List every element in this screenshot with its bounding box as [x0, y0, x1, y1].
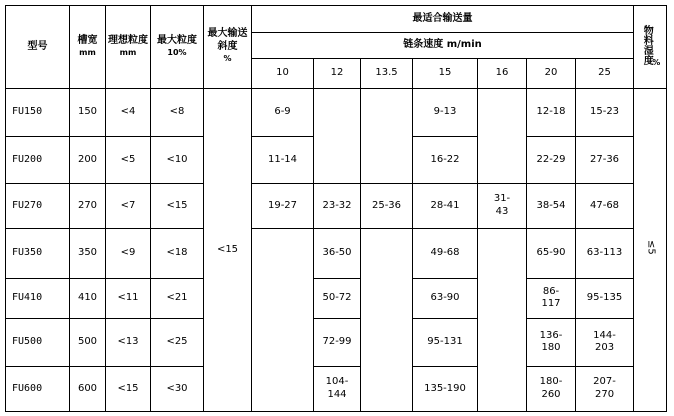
- speed-10: 10: [252, 59, 314, 89]
- header-chain-speed: 链条速度 m/min: [252, 33, 634, 59]
- table-row: [6, 278, 667, 318]
- cap-25: 144- 203: [576, 318, 634, 366]
- table-row: [6, 184, 667, 228]
- cap-15: 28-41: [413, 184, 478, 228]
- speed-16: 16: [478, 59, 527, 89]
- cap-15: 49-68: [413, 228, 478, 278]
- header-model: 型号: [6, 6, 70, 89]
- table-row: [6, 318, 667, 366]
- ideal-cell: <4: [106, 89, 151, 137]
- cap-12: 104- 144: [314, 366, 361, 411]
- width-cell: 410: [70, 278, 106, 318]
- model-cell: FU200: [6, 137, 70, 184]
- max-cell: <30: [151, 366, 204, 411]
- width-cell: 350: [70, 228, 106, 278]
- cap-20: 12-18: [527, 89, 576, 137]
- header-max-size: 最大粒度 10%: [151, 6, 204, 89]
- cap-16-empty: [478, 228, 527, 412]
- ideal-cell: <5: [106, 137, 151, 184]
- cap-25: 27-36: [576, 137, 634, 184]
- speed-15: 15: [413, 59, 478, 89]
- cap-20: 22-29: [527, 137, 576, 184]
- width-cell: 200: [70, 137, 106, 184]
- max-cell: <25: [151, 318, 204, 366]
- cap-10: 19-27: [252, 184, 314, 228]
- speed-12: 12: [314, 59, 361, 89]
- cap-13-5-empty: [361, 228, 413, 412]
- cap-25: 15-23: [576, 89, 634, 137]
- cap-16: 31- 43: [478, 184, 527, 228]
- cap-12: 72-99: [314, 318, 361, 366]
- cap-15: 16-22: [413, 137, 478, 184]
- ideal-cell: <11: [106, 278, 151, 318]
- cap-10: 6-9: [252, 89, 314, 137]
- speed-25: 25: [576, 59, 634, 89]
- header-moisture: 物料湿度%: [634, 6, 667, 89]
- width-cell: 150: [70, 89, 106, 137]
- header-capacity: 最适合输送量: [252, 6, 634, 33]
- model-cell: FU410: [6, 278, 70, 318]
- cap-12: 23-32: [314, 184, 361, 228]
- max-cell: <8: [151, 89, 204, 137]
- model-cell: FU150: [6, 89, 70, 137]
- model-cell: FU270: [6, 184, 70, 228]
- cap-10-empty: [252, 228, 314, 412]
- cap-15: 95-131: [413, 318, 478, 366]
- max-cell: <18: [151, 228, 204, 278]
- ideal-cell: <7: [106, 184, 151, 228]
- cap-25: 63-113: [576, 228, 634, 278]
- cap-25: 95-135: [576, 278, 634, 318]
- cap-20: 180- 260: [527, 366, 576, 411]
- cap-15: 135-190: [413, 366, 478, 411]
- cap-10: 11-14: [252, 137, 314, 184]
- cap-13-5-empty: [361, 89, 413, 184]
- ideal-cell: <13: [106, 318, 151, 366]
- max-cell: <21: [151, 278, 204, 318]
- cap-25: 207- 270: [576, 366, 634, 411]
- header-incline: 最大输送斜度 %: [204, 6, 252, 89]
- cap-20: 38-54: [527, 184, 576, 228]
- header-width: 槽宽 mm: [70, 6, 106, 89]
- cap-12: 50-72: [314, 278, 361, 318]
- cap-25: 47-68: [576, 184, 634, 228]
- cap-15: 63-90: [413, 278, 478, 318]
- model-cell: FU350: [6, 228, 70, 278]
- cap-16-empty: [478, 89, 527, 184]
- cap-12: 36-50: [314, 228, 361, 278]
- max-cell: <15: [151, 184, 204, 228]
- header-row-1: [6, 6, 667, 33]
- width-cell: 600: [70, 366, 106, 411]
- speed-20: 20: [527, 59, 576, 89]
- incline-cell: <15: [204, 89, 252, 412]
- table-row: [6, 89, 667, 137]
- ideal-cell: <15: [106, 366, 151, 411]
- specification-table: [5, 5, 667, 412]
- width-cell: 500: [70, 318, 106, 366]
- table-row: [6, 228, 667, 278]
- cap-20: 86- 117: [527, 278, 576, 318]
- cap-12-empty: [314, 89, 361, 184]
- width-cell: 270: [70, 184, 106, 228]
- table-row: [6, 366, 667, 411]
- moisture-cell: ≤5: [634, 89, 667, 412]
- cap-20: 65-90: [527, 228, 576, 278]
- speed-13-5: 13.5: [361, 59, 413, 89]
- ideal-cell: <9: [106, 228, 151, 278]
- cap-13-5: 25-36: [361, 184, 413, 228]
- model-cell: FU600: [6, 366, 70, 411]
- header-ideal-size: 理想粒度 mm: [106, 6, 151, 89]
- cap-15: 9-13: [413, 89, 478, 137]
- cap-20: 136- 180: [527, 318, 576, 366]
- model-cell: FU500: [6, 318, 70, 366]
- max-cell: <10: [151, 137, 204, 184]
